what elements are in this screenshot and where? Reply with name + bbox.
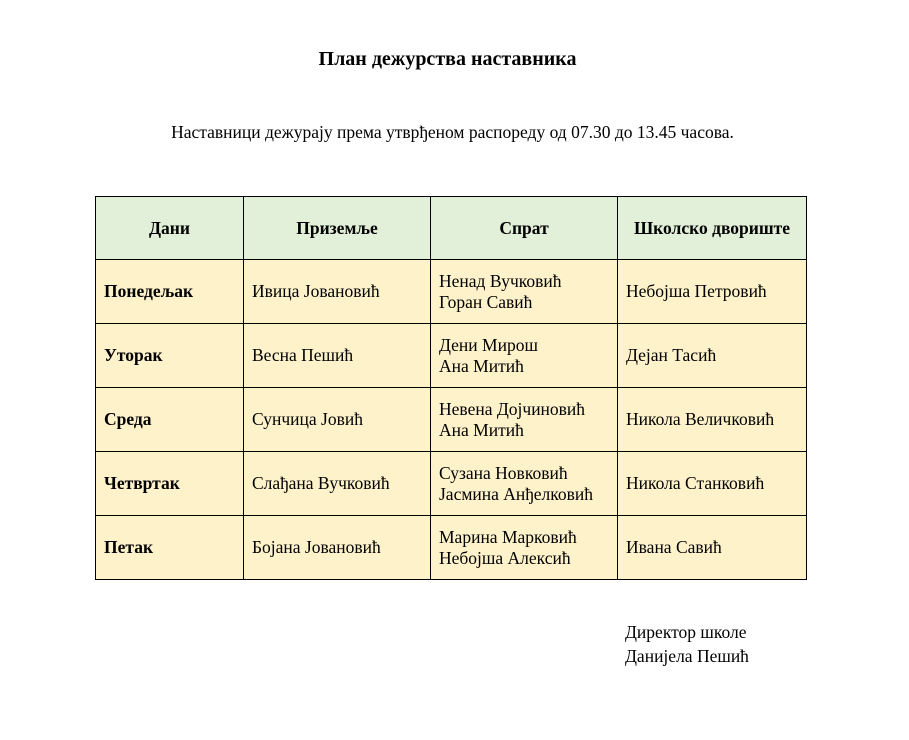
ground-floor-cell: Сунчица Јовић: [244, 388, 431, 452]
document-subtitle: Наставници дежурају према утврђеном распореду од 07.30 до 13.45 часова.: [171, 122, 734, 142]
day-cell: Четвртак: [96, 452, 244, 516]
upper-floor-cell: [431, 516, 618, 580]
upper-floor-teacher: Горан Савић: [439, 291, 533, 312]
day-cell: Петак: [96, 516, 244, 580]
school-yard-cell: Небојша Петровић: [618, 260, 807, 324]
upper-floor-teacher: Марина Марковић: [439, 526, 577, 547]
upper-floor-teacher: Невена Дојчиновић: [439, 398, 586, 419]
signature-role: Директор школе: [625, 622, 747, 642]
ground-floor-cell: Весна Пешић: [244, 324, 431, 388]
upper-floor-teacher: Небојша Алексић: [439, 547, 571, 568]
upper-floor-cell: [431, 260, 618, 324]
ground-floor-cell: Слађана Вучковић: [244, 452, 431, 516]
upper-floor-cell: [431, 388, 618, 452]
signature-block: [625, 620, 749, 668]
table-row: [96, 388, 807, 452]
table-row: [96, 452, 807, 516]
upper-floor-teacher: Ана Митић: [439, 355, 524, 376]
signature-name: Данијела Пешић: [625, 646, 749, 666]
upper-floor-teacher: Сузана Новковић: [439, 462, 568, 483]
upper-floor-cell: [431, 452, 618, 516]
ground-floor-cell: Ивица Јовановић: [244, 260, 431, 324]
ground-floor-cell: Бојана Јовановић: [244, 516, 431, 580]
header-days: Дани: [96, 197, 244, 260]
document-title: План дежурства наставника: [318, 48, 577, 70]
school-yard-cell: Ивана Савић: [618, 516, 807, 580]
header-ground-floor: Приземље: [244, 197, 431, 260]
upper-floor-cell: [431, 324, 618, 388]
day-cell: Уторак: [96, 324, 244, 388]
table-row: [96, 516, 807, 580]
table-row: [96, 260, 807, 324]
upper-floor-teacher: Ненад Вучковић: [439, 270, 562, 291]
table-header-row: [96, 197, 807, 260]
school-yard-cell: Дејан Тасић: [618, 324, 807, 388]
header-school-yard: Школско двориште: [618, 197, 807, 260]
header-upper-floor: Спрат: [431, 197, 618, 260]
table-row: [96, 324, 807, 388]
upper-floor-teacher: Јасмина Анђелковић: [439, 483, 593, 504]
upper-floor-teacher: Дени Мирош: [439, 334, 538, 355]
school-yard-cell: Никола Станковић: [618, 452, 807, 516]
duty-schedule-table: [95, 196, 807, 580]
day-cell: Среда: [96, 388, 244, 452]
upper-floor-teacher: Ана Митић: [439, 419, 524, 440]
day-cell: Понедељак: [96, 260, 244, 324]
school-yard-cell: Никола Величковић: [618, 388, 807, 452]
